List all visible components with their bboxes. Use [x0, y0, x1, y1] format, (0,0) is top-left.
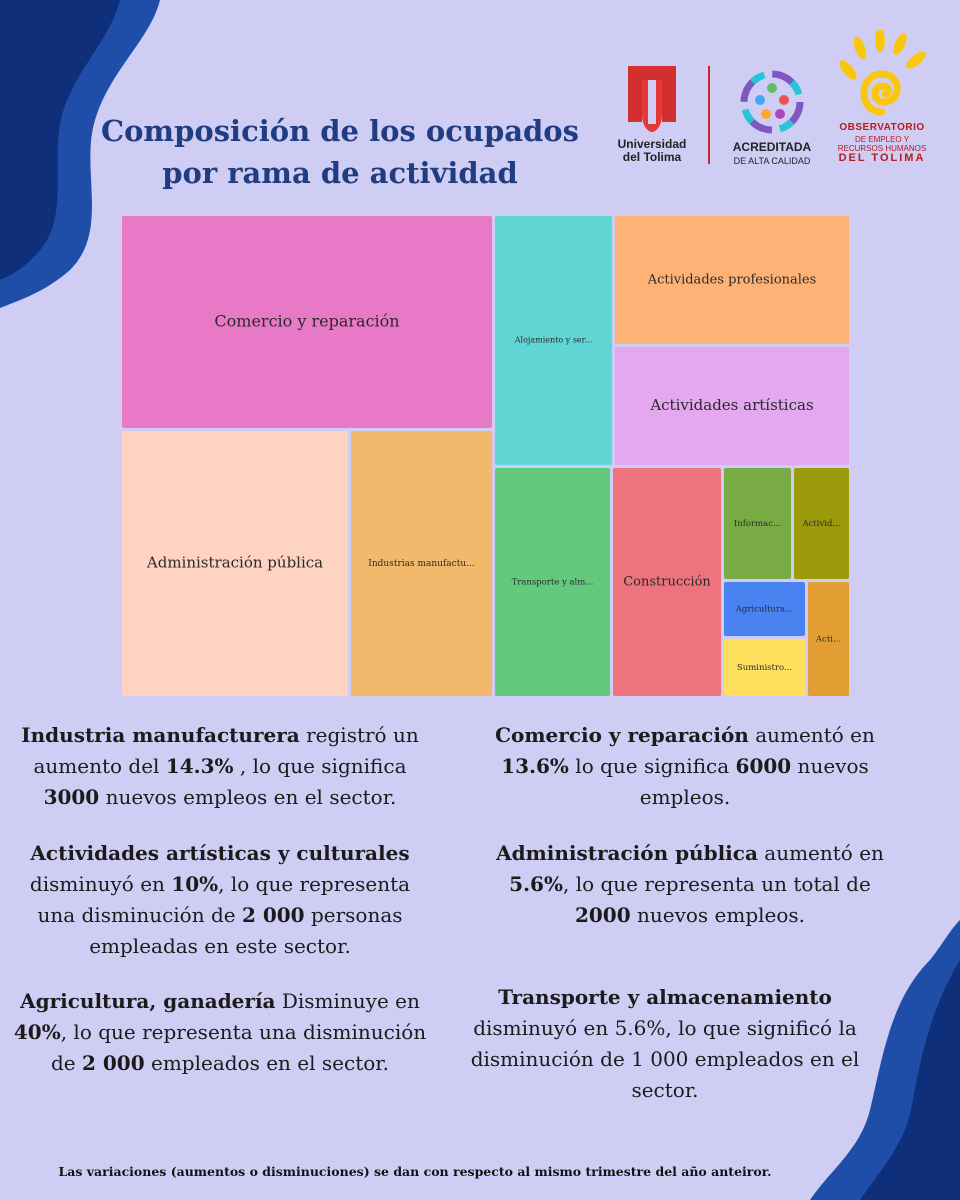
treemap-tile-administracion-publica: [122, 431, 348, 696]
acreditada-logo: [722, 64, 822, 174]
footnote: Las variaciones (aumentos o disminuciones) se dan con respecto al mismo trimestre del año anteiror.: [58, 1164, 772, 1179]
acreditada-text: ACREDITADA: [732, 140, 812, 154]
p3-text-1: disminuyó en: [29, 872, 172, 896]
p6-text-1: disminuyó en 5.6%, lo que significó la disminución de 1 000 empleados en el sector.: [470, 1016, 860, 1102]
sun-spiral-icon: [830, 30, 934, 120]
obs-line-1: OBSERVATORIO: [839, 122, 925, 133]
p5-bold-3: 2 000: [82, 1051, 145, 1075]
treemap-tile-comercio-y-reparacion: [122, 216, 492, 428]
acreditada-ring-icon: [736, 66, 808, 138]
p3-text-2: , lo que representa una disminución de: [37, 872, 411, 927]
treemap-label-administracion-publica: Administración pública: [146, 553, 324, 572]
obs-line-4: DEL TOLIMA: [838, 152, 926, 164]
p2-bold-2: 13.6%: [501, 754, 569, 778]
treemap-tile-construccion: [613, 468, 721, 696]
treemap-label-alojamiento-y-ser: Alojamiento y ser...: [514, 335, 593, 345]
logo-divider: [708, 66, 710, 164]
alta-calidad-text: DE ALTA CALIDAD: [733, 156, 811, 166]
observatorio-logo: [828, 30, 938, 170]
p4-text-2: , lo que representa un total de: [562, 872, 871, 896]
treemap-tile-agricultura: [724, 582, 805, 636]
treemap-label-construccion: Construcción: [623, 574, 711, 590]
p1-text-2: , lo que significa: [233, 754, 407, 778]
p3-bold-3: 2 000: [241, 903, 305, 927]
treemap-label-acti: Acti...: [815, 634, 842, 645]
treemap-tile-activid: [794, 468, 849, 579]
treemap-label-transporte-y-alm: Transporte y alm...: [511, 577, 594, 588]
p3-bold-2: 10%: [171, 872, 219, 896]
universidad-del-tolima-logo: [612, 64, 702, 174]
p1-text-1: registró un aumento del: [33, 723, 419, 778]
treemap-label-activid: Activid...: [802, 519, 841, 529]
p1-bold-3: 3000: [43, 785, 100, 809]
p4-bold-3: 2000: [574, 903, 631, 927]
treemap-tile-informac: [724, 468, 791, 579]
p5-text-2: , lo que representa una disminución de: [51, 1020, 427, 1075]
obs-line-2: DE EMPLEO Y: [854, 135, 910, 144]
title-line-1: Composición de los ocupados: [101, 114, 579, 148]
p2-text-1: aumentó en: [748, 723, 875, 747]
ut-name-line-1: Universidad: [617, 137, 687, 151]
paragraph-agricultura: [10, 986, 430, 1079]
treemap-tile-actividades-artisticas: [615, 347, 849, 465]
p4-bold-1: Administración pública: [496, 841, 758, 865]
paragraph-transporte: [465, 982, 865, 1106]
paragraph-artisticas: [10, 838, 430, 962]
treemap-label-actividades-profesionales: Actividades profesionales: [647, 272, 817, 288]
paragraph-industria: [10, 720, 430, 813]
paragraph-administracion: [480, 838, 900, 931]
obs-line-3: RECURSOS HUMANOS: [837, 144, 927, 153]
p4-text-3: nuevos empleos.: [630, 903, 806, 927]
p1-text-3: nuevos empleos en el sector.: [99, 785, 397, 809]
p2-bold-3: 6000: [735, 754, 792, 778]
paragraph-comercio: [485, 720, 885, 813]
treemap-label-agricultura: Agricultura...: [735, 604, 794, 615]
p5-text-1: Disminuye en: [275, 989, 420, 1013]
treemap-tile-alojamiento-y-ser: [495, 216, 612, 465]
treemap-tile-acti: [808, 582, 849, 696]
treemap-tile-suministro: [724, 639, 805, 696]
p4-text-1: aumentó en: [757, 841, 884, 865]
p3-bold-1: Actividades artísticas y culturales: [30, 841, 410, 865]
p5-bold-1: Agricultura, ganadería: [20, 989, 276, 1013]
treemap-tile-transporte-y-alm: [495, 468, 610, 696]
ut-name-line-2: del Tolima: [622, 150, 682, 164]
p4-bold-2: 5.6%: [509, 872, 563, 896]
p2-text-3: nuevos empleos.: [639, 754, 869, 809]
page-title: [60, 110, 620, 194]
p6-bold-1: Transporte y almacenamiento: [498, 985, 832, 1009]
p5-bold-2: 40%: [13, 1020, 61, 1044]
p1-bold-2: 14.3%: [165, 754, 234, 778]
p5-text-3: empleados en el sector.: [144, 1051, 389, 1075]
treemap-label-suministro: Suministro...: [736, 663, 793, 673]
p2-text-2: lo que significa: [568, 754, 736, 778]
treemap-chart: [120, 214, 852, 698]
treemap-tile-actividades-profesionales: [615, 216, 849, 344]
ut-emblem-icon: [612, 64, 692, 136]
p2-bold-1: Comercio y reparación: [495, 723, 749, 747]
treemap-label-comercio-y-reparacion: Comercio y reparación: [214, 311, 400, 331]
treemap-label-actividades-artisticas: Actividades artísticas: [650, 396, 814, 414]
title-line-2: por rama de actividad: [162, 156, 518, 190]
treemap-tile-industrias-manufactu: [351, 431, 492, 696]
p1-bold-1: Industria manufacturera: [21, 723, 300, 747]
treemap-label-informac: Informac...: [733, 519, 782, 529]
p3-text-3: personas empleadas en este sector.: [89, 903, 403, 958]
treemap-label-industrias-manufactu: Industrias manufactu...: [368, 559, 475, 569]
